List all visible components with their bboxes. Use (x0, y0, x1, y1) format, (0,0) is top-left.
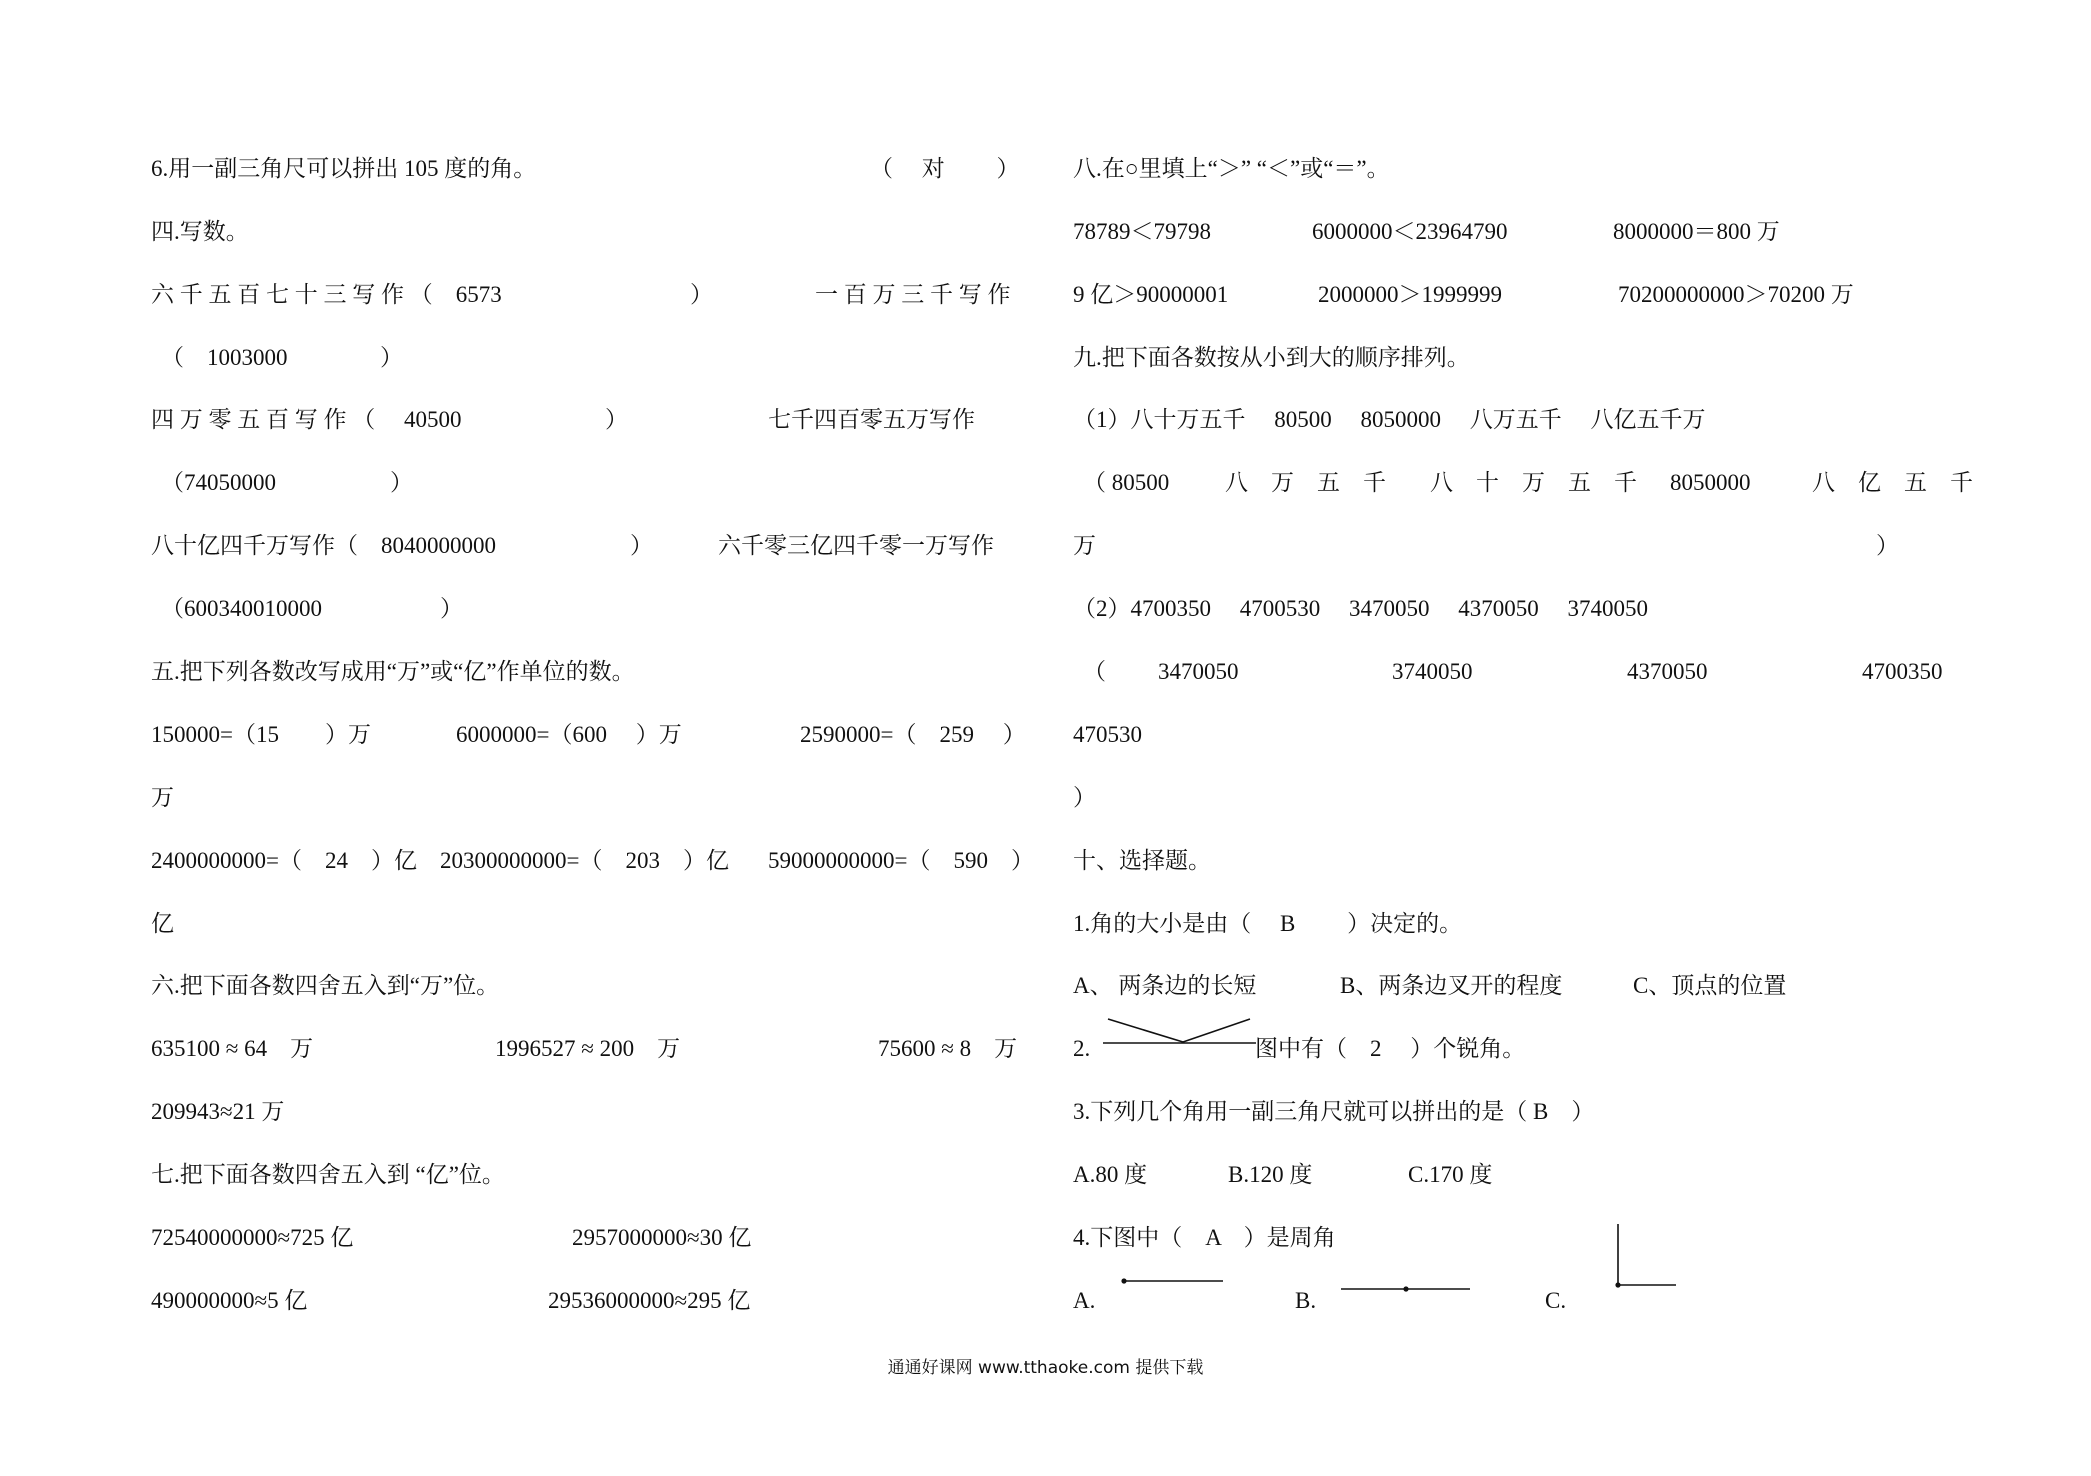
round-wan-2: 1996527 ≈ 200 万 (495, 1036, 681, 1061)
write-number-6: 六千零三亿四千零一万写作 (718, 533, 994, 558)
order-q1-answer-3: 八 十 万 五 千 (1430, 470, 1637, 495)
write-number-4-answer: （74050000 (161, 470, 276, 495)
round-yi-3: 490000000≈5 亿 (151, 1288, 308, 1313)
write-number-4: 七千四百零五万写作 (768, 407, 975, 432)
write-number-1-close: ） (690, 282, 713, 307)
order-q2-close: ） (1073, 785, 1096, 810)
write-number-6-answer: （600340010000 (161, 596, 322, 621)
write-number-2-close: ） (380, 345, 403, 370)
write-number-5-close: ） (630, 533, 653, 558)
round-wan-4: 209943≈21 万 (151, 1099, 285, 1124)
section-5-title: 五.把下列各数改写成用“万”或“亿”作单位的数。 (151, 659, 635, 684)
page-footer: 通通好课网 www.tthaoke.com 提供下载 (887, 1358, 1204, 1378)
write-number-1: 六 千 五 百 七 十 三 写 作 （ 6573 (151, 282, 502, 307)
angle-c-figure (1612, 1222, 1680, 1290)
q6-answer: （ 对 ） (870, 156, 1020, 181)
order-q1-answer-1: （ 80500 (1083, 470, 1170, 495)
choice-q1-option-b: B、两条边叉开的程度 (1340, 973, 1563, 998)
acute-angles-figure (1100, 1015, 1260, 1049)
angle-c-vertex (1615, 1282, 1620, 1287)
section-10-title: 十、选择题。 (1073, 848, 1211, 873)
round-yi-1: 72540000000≈725 亿 (151, 1225, 354, 1250)
order-q1-answer-2: 八 万 五 千 (1225, 470, 1386, 495)
write-number-2: 一 百 万 三 千 写 作 (815, 282, 1011, 307)
order-q2-answer-1: 3470050 (1158, 659, 1239, 684)
round-yi-4: 29536000000≈295 亿 (548, 1288, 751, 1313)
order-q2-answer-3: 4370050 (1627, 659, 1708, 684)
choice-q3-option-b: B.120 度 (1228, 1162, 1313, 1187)
section-8-title: 八.在○里填上“＞” “＜”或“＝”。 (1073, 156, 1390, 181)
rewrite-6-unit: 亿 (151, 911, 174, 936)
order-q1-answer-6: 万 (1073, 533, 1096, 558)
compare-5: 2000000＞1999999 (1318, 282, 1502, 307)
compare-2: 6000000＜23964790 (1312, 219, 1508, 244)
rewrite-3-unit: 万 (151, 785, 174, 810)
choice-q3: 3.下列几个角用一副三角尺就可以拼出的是（ B ） (1073, 1099, 1595, 1124)
figure-right-ray (1183, 1019, 1250, 1042)
order-q1-answer-4: 8050000 (1670, 470, 1751, 495)
order-q1-answer-5: 八 亿 五 千 (1812, 470, 1973, 495)
angle-b-vertex (1403, 1286, 1408, 1291)
choice-q2-number: 2. (1073, 1036, 1091, 1061)
compare-3: 8000000＝800 万 (1613, 219, 1780, 244)
compare-6: 70200000000＞70200 万 (1618, 282, 1854, 307)
write-number-3: 四 万 零 五 百 写 作 （ 40500 (151, 407, 462, 432)
choice-q1-option-c: C、顶点的位置 (1633, 973, 1787, 998)
section-9-title: 九.把下面各数按从小到大的顺序排列。 (1073, 345, 1470, 370)
round-wan-3: 75600 ≈ 8 万 (878, 1036, 1018, 1061)
order-q2-answer-2: 3740050 (1392, 659, 1473, 684)
choice-q4-option-c: C. (1545, 1288, 1567, 1313)
write-number-6-close: ） (440, 596, 463, 621)
section-6-title: 六.把下面各数四舍五入到“万”位。 (151, 973, 500, 998)
angle-a-figure (1118, 1272, 1228, 1288)
order-q2-open: （ (1083, 659, 1106, 684)
compare-1: 78789＜79798 (1073, 219, 1211, 244)
order-q1-close: ） (1876, 533, 1899, 558)
choice-q1: 1.角的大小是由（ B ）决定的。 (1073, 911, 1463, 936)
angle-b-figure (1338, 1280, 1474, 1296)
order-q2-answer-5: 470530 (1073, 722, 1142, 747)
section-7-title: 七.把下面各数四舍五入到 “亿”位。 (151, 1162, 505, 1187)
compare-4: 9 亿＞90000001 (1073, 282, 1229, 307)
rewrite-2: 6000000=（600 ）万 (456, 722, 682, 747)
rewrite-4: 2400000000=（ 24 ）亿 (151, 848, 417, 873)
section-4-title: 四.写数。 (151, 219, 249, 244)
rewrite-6: 59000000000=（ 590 ） (768, 848, 1034, 873)
choice-q4-option-a: A. (1073, 1288, 1096, 1313)
write-number-2-answer: （ 1003000 (161, 345, 288, 370)
write-number-5: 八十亿四千万写作（ 8040000000 (151, 533, 496, 558)
choice-q1-option-a: A、 两条边的长短 (1073, 973, 1257, 998)
choice-q4: 4.下图中（ A ）是周角 (1073, 1225, 1336, 1250)
q6-text: 6.用一副三角尺可以拼出 105 度的角。 (151, 156, 537, 181)
choice-q4-option-b: B. (1295, 1288, 1317, 1313)
write-number-3-close: ） (605, 407, 628, 432)
order-q2: （2）4700350 4700530 3470050 4370050 3740050 (1073, 596, 1648, 621)
rewrite-3: 2590000=（ 259 ） (800, 722, 1026, 747)
rewrite-1: 150000=（15 ）万 (151, 722, 371, 747)
order-q1: （1）八十万五千 80500 8050000 八万五千 八亿五千万 (1073, 407, 1706, 432)
choice-q2-text: 图中有（ 2 ）个锐角。 (1255, 1036, 1526, 1061)
figure-left-ray (1108, 1019, 1183, 1042)
order-q2-answer-4: 4700350 (1862, 659, 1943, 684)
choice-q3-option-a: A.80 度 (1073, 1162, 1148, 1187)
write-number-4-close: ） (390, 470, 413, 495)
round-wan-1: 635100 ≈ 64 万 (151, 1036, 314, 1061)
round-yi-2: 2957000000≈30 亿 (572, 1225, 752, 1250)
angle-a-vertex (1121, 1278, 1126, 1283)
choice-q3-option-c: C.170 度 (1408, 1162, 1493, 1187)
rewrite-5: 20300000000=（ 203 ）亿 (440, 848, 729, 873)
